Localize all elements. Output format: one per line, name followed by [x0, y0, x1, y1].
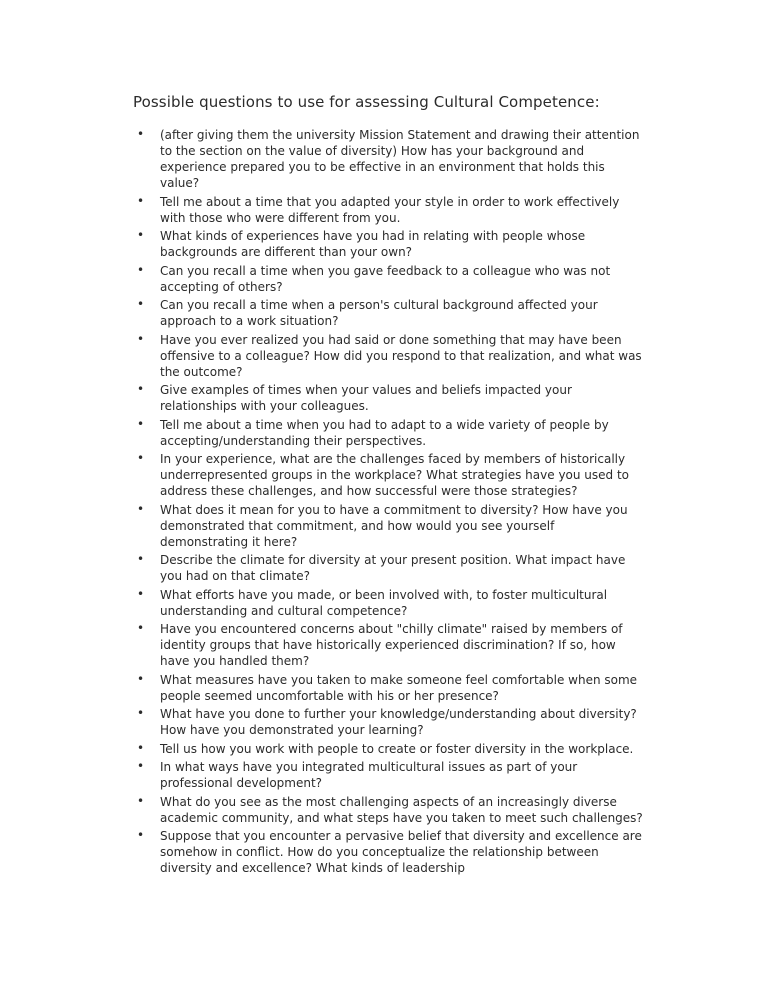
question-item: • (after giving them the university Mission Statement and drawing their attention to the section on the value of diversity) How has your background and experience prepared you to be effective in an environment that holds this value? [160, 127, 644, 191]
question-item: • What efforts have you made, or been involved with, to foster multicultural understanding and cultural competence? [160, 587, 644, 619]
question-item: • Have you encountered concerns about "chilly climate" raised by members of identity groups that have historically experienced discrimination? If so, how have you handled them? [160, 621, 644, 669]
question-item: • Tell me about a time when you had to adapt to a wide variety of people by accepting/understanding their perspectives. [160, 417, 644, 449]
question-item: • Can you recall a time when you gave feedback to a colleague who was not accepting of others? [160, 263, 644, 295]
page-title: Possible questions to use for assessing Cultural Competence: [133, 93, 600, 111]
question-list [133, 127, 644, 876]
question-item: • Suppose that you encounter a pervasive belief that diversity and excellence are somehow in conflict. How do you conceptualize the relationship between diversity and excellence? What kinds of leadership [160, 828, 644, 876]
question-item: • What measures have you taken to make someone feel comfortable when some people seemed uncomfortable with his or her presence? [160, 672, 644, 704]
question-item: • What have you done to further your knowledge/understanding about diversity? How have you demonstrated your learning? [160, 706, 644, 738]
question-item: • Have you ever realized you had said or done something that may have been offensive to a colleague? How did you respond to that realization, and what was the outcome? [160, 332, 644, 380]
question-item: • Tell me about a time that you adapted your style in order to work effectively with those who were different from you. [160, 194, 644, 226]
question-item: • What do you see as the most challenging aspects of an increasingly diverse academic community, and what steps have you taken to meet such challenges? [160, 794, 644, 826]
question-item: • Give examples of times when your values and beliefs impacted your relationships with your colleagues. [160, 382, 644, 414]
question-item: • Describe the climate for diversity at your present position. What impact have you had on that climate? [160, 552, 644, 584]
question-item: • In what ways have you integrated multicultural issues as part of your professional development? [160, 759, 644, 791]
question-item: • Can you recall a time when a person's cultural background affected your approach to a work situation? [160, 297, 644, 329]
question-item: • What kinds of experiences have you had in relating with people whose backgrounds are different than your own? [160, 228, 644, 260]
question-item: • Tell us how you work with people to create or foster diversity in the workplace. [160, 741, 644, 757]
question-item: • What does it mean for you to have a commitment to diversity? How have you demonstrated that commitment, and how would you see yourself demonstrating it here? [160, 502, 644, 550]
question-item: • In your experience, what are the challenges faced by members of historically underrepresented groups in the workplace? What strategies have you used to address these challenges, and how successful were those strategies? [160, 451, 644, 499]
